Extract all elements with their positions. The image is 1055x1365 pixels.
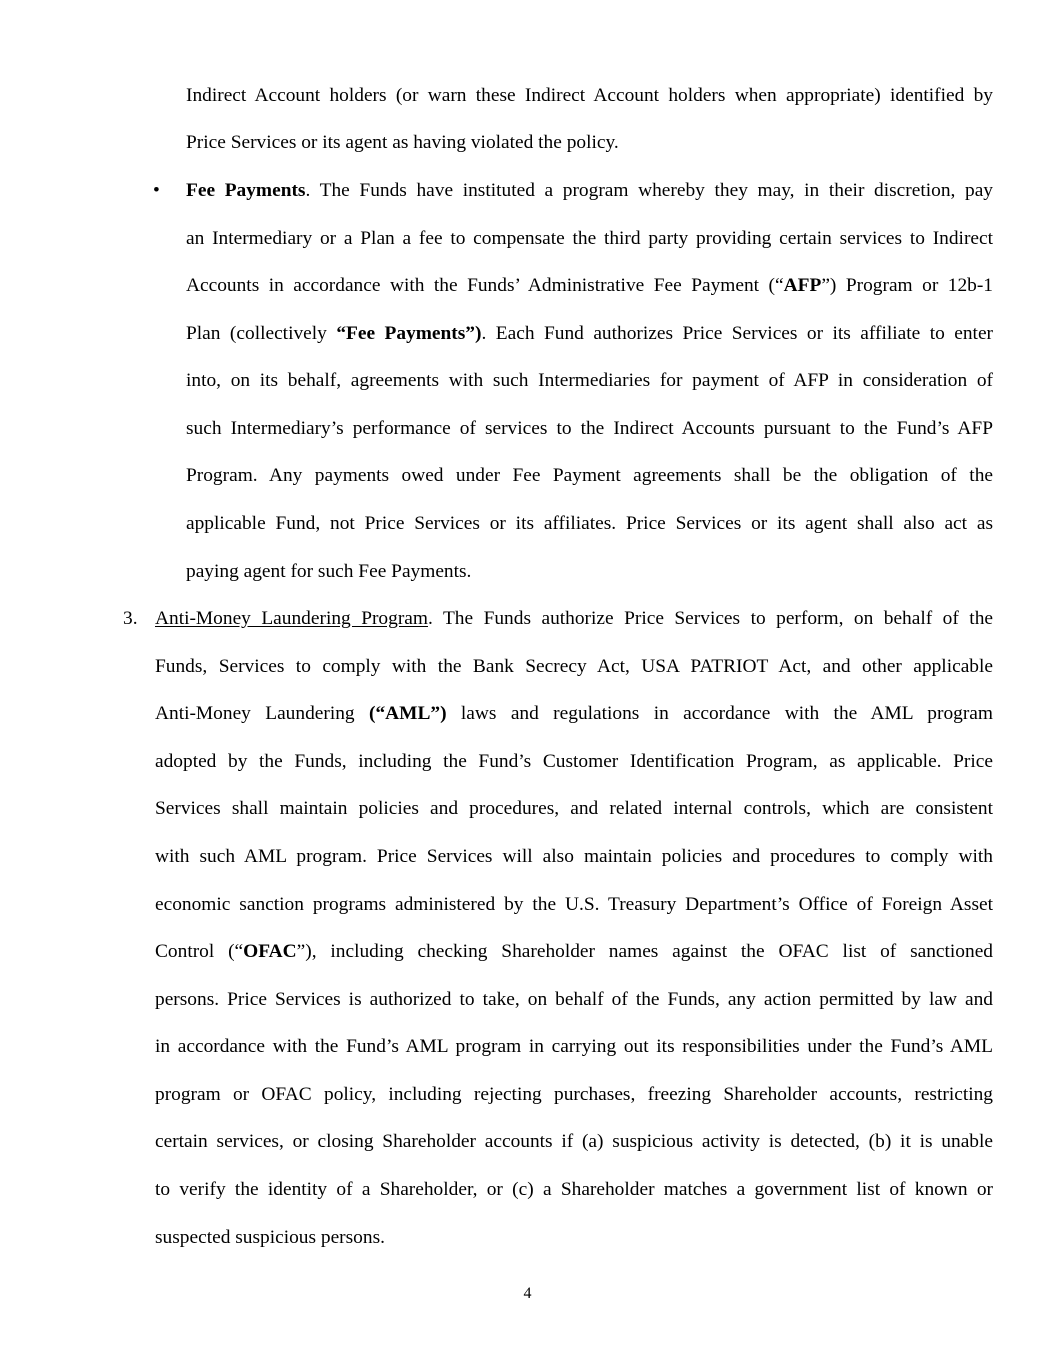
aml-line-13: to verify the identity of a Shareholder, or (c) a Shareholder matches a government list of known or <box>155 1179 993 1200</box>
aml-line-2: Funds, Services to comply with the Bank Secrecy Act, USA PATRIOT Act, and other applicable <box>155 656 993 677</box>
fee-payments-defined-term: “Fee Payments”) <box>336 323 482 344</box>
afp-defined-term: AFP <box>783 275 822 296</box>
fee-payments-line-6: such Intermediary’s performance of services to the Indirect Accounts pursuant to the Fund’s AFP <box>186 418 993 439</box>
aml-line-8: Control (“OFAC”), including checking Shareholder names against the OFAC list of sanctioned <box>155 941 993 962</box>
aml-line-10: in accordance with the Fund’s AML program in carrying out its responsibilities under the Fund’s AML <box>155 1036 993 1057</box>
aml-line-5: Services shall maintain policies and procedures, and related internal controls, which are consistent <box>155 798 993 819</box>
aml-line-12: certain services, or closing Shareholder accounts if (a) suspicious activity is detected, (b) it is unable <box>155 1131 993 1152</box>
fee-payments-line-4: Plan (collectively “Fee Payments”). Each Fund authorizes Price Services or its affiliate to enter <box>186 323 994 344</box>
aml-line-11: program or OFAC policy, including rejecting purchases, freezing Shareholder accounts, restricting <box>155 1084 993 1105</box>
section-number: 3. <box>123 608 138 629</box>
page-number: 4 <box>523 1285 532 1302</box>
aml-line-3: Anti-Money Laundering (“AML”) laws and regulations in accordance with the AML program <box>155 703 993 724</box>
aml-line-6: with such AML program. Price Services will also maintain policies and procedures to comply with <box>155 846 993 867</box>
continuation-line-1: Indirect Account holders (or warn these Indirect Account holders when appropriate) identified by <box>186 85 993 106</box>
continuation-line-2: Price Services or its agent as having violated the policy. <box>186 132 619 153</box>
fee-payments-line-9: paying agent for such Fee Payments. <box>186 561 472 582</box>
ofac-defined-term: OFAC <box>243 941 297 962</box>
fee-payments-heading: Fee Payments <box>186 180 306 201</box>
bullet-marker: • <box>153 180 160 201</box>
aml-line-4: adopted by the Funds, including the Fund’s Customer Identification Program, as applicable. Price <box>155 751 993 772</box>
aml-line-7: economic sanction programs administered by the U.S. Treasury Department’s Office of Foreign Asset <box>155 894 993 915</box>
aml-line-9: persons. Price Services is authorized to take, on behalf of the Funds, any action permitted by law and <box>155 989 993 1010</box>
aml-defined-term: (“AML”) <box>368 703 447 724</box>
aml-line-14: suspected suspicious persons. <box>155 1227 385 1248</box>
fee-payments-line-1: Fee Payments. The Funds have instituted a program whereby they may, in their discretion, pay <box>186 180 993 201</box>
fee-payments-line-7: Program. Any payments owed under Fee Payment agreements shall be the obligation of the <box>186 465 993 486</box>
fee-payments-line-5: into, on its behalf, agreements with such Intermediaries for payment of AFP in consideration of <box>186 370 993 391</box>
fee-payments-line-3: Accounts in accordance with the Funds’ Administrative Fee Payment (“AFP”) Program or 12b-1 <box>186 275 993 296</box>
aml-line-1: Anti-Money Laundering Program. The Funds authorize Price Services to perform, on behalf of the <box>155 608 994 629</box>
fee-payments-line-8: applicable Fund, not Price Services or its affiliates. Price Services or its agent shall also act as <box>186 513 993 534</box>
aml-heading: Anti-Money Laundering Program <box>155 608 428 629</box>
fee-payments-line-2: an Intermediary or a Plan a fee to compensate the third party providing certain services to Indirect <box>186 228 993 249</box>
